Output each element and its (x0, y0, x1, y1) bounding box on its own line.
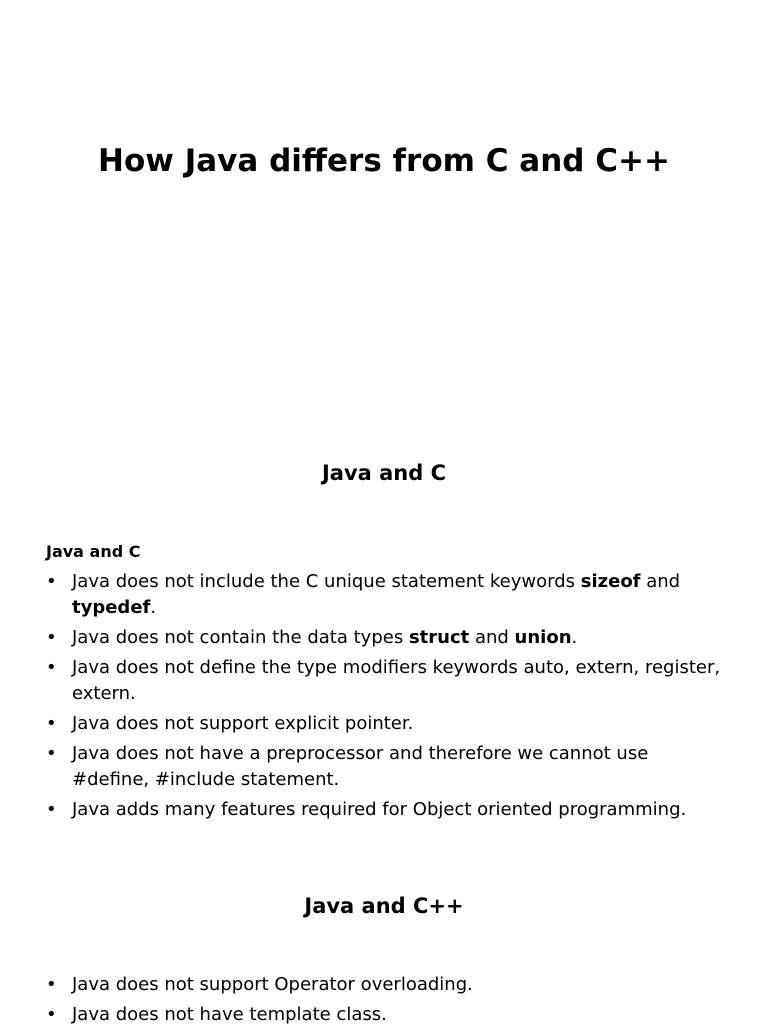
item-text: and (469, 627, 515, 648)
bullet-icon: • (46, 713, 57, 734)
item-text: . (571, 627, 578, 648)
bullet-list-java-cpp (46, 972, 726, 1032)
bullet-icon: • (46, 571, 57, 592)
bullet-icon: • (46, 1004, 57, 1025)
keyword-text: union (514, 627, 572, 648)
item-text: Java does not have a preprocessor and therefore we cannot use #define, #include statement. (72, 743, 649, 790)
list-item (46, 569, 726, 621)
list-item (46, 797, 726, 823)
list-item (46, 655, 726, 707)
keyword-text: struct (408, 627, 470, 648)
item-text: Java adds many features required for Object oriented programming. (72, 799, 687, 820)
section-heading-java-cpp: Java and C++ (304, 894, 464, 918)
bullet-list-java-c (46, 569, 726, 827)
section-heading-java-c: Java and C (321, 461, 447, 485)
item-text: Java does not support explicit pointer. (72, 713, 414, 734)
item-text: Java does not support Operator overloading. (72, 974, 473, 995)
page-title: How Java differs from C and C++ (98, 143, 670, 179)
item-text: Java does not define the type modifiers keywords auto, extern, register, extern. (72, 657, 721, 704)
list-item (46, 711, 726, 737)
list-item (46, 625, 726, 651)
item-text: . (150, 597, 157, 618)
bullet-icon: • (46, 799, 57, 820)
keyword-text: sizeof (580, 571, 641, 592)
item-text: Java does not have template class. (72, 1004, 387, 1025)
list-item (46, 972, 726, 998)
keyword-text: typedef (72, 597, 151, 618)
subheading-java-c: Java and C (46, 542, 141, 561)
item-text: Java does not include the C unique statement keywords (72, 571, 581, 592)
list-item (46, 741, 726, 793)
bullet-icon: • (46, 974, 57, 995)
bullet-icon: • (46, 657, 57, 678)
bullet-icon: • (46, 627, 57, 648)
bullet-icon: • (46, 743, 57, 764)
list-item (46, 1002, 726, 1028)
item-text: Java does not contain the data types (72, 627, 409, 648)
item-text: and (640, 571, 681, 592)
